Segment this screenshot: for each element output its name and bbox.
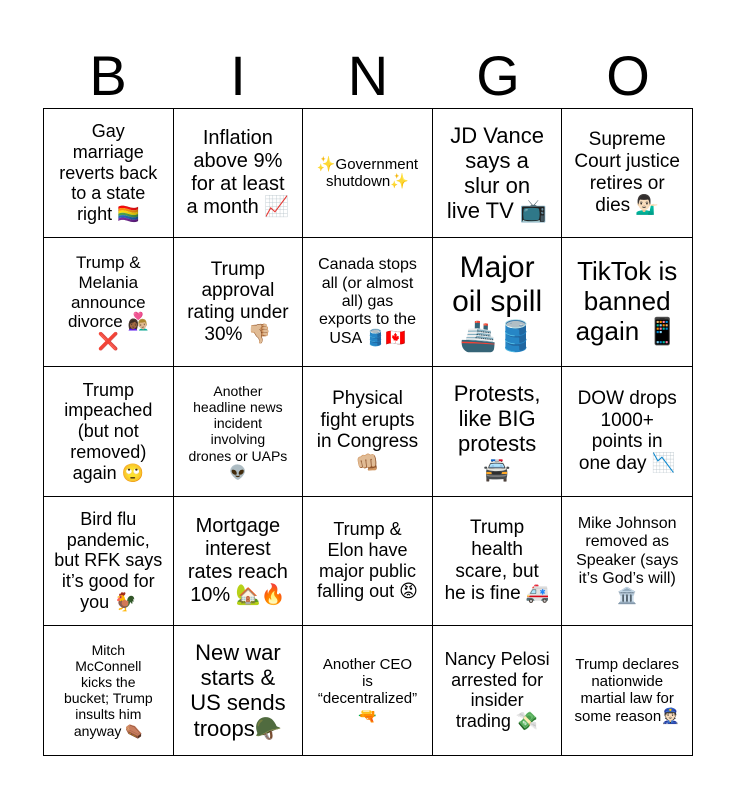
cell-text: Mitch McConnell kicks the bucket; Trump insults him anyway ⚰️: [63, 642, 153, 739]
cell-text: Inflation above 9% for at least a month 📈: [186, 127, 290, 219]
bingo-cell-1[interactable]: [44, 109, 174, 238]
cell-text: TikTok is banned again 📱: [575, 256, 679, 347]
cell-text: Trump health scare, but he is fine 🚑: [444, 517, 550, 604]
cell-text: Mortgage interest rates reach 10% 🏡🔥: [187, 514, 288, 606]
bingo-cell-17[interactable]: [174, 497, 304, 626]
bingo-cell-15[interactable]: [562, 367, 692, 496]
cell-text: Trump impeached (but not removed) again 🙄: [64, 379, 153, 483]
cell-text: Physical fight erupts in Congress 👊🏼: [316, 387, 419, 475]
cell-text: Trump & Elon have major public falling out 😡: [317, 519, 418, 602]
bingo-cell-10[interactable]: [562, 238, 692, 367]
bingo-cell-21[interactable]: [44, 626, 174, 755]
cell-text: Supreme Court justice retires or dies 💁🏻‍♂️: [574, 129, 680, 216]
bingo-cell-9[interactable]: [433, 238, 563, 367]
bingo-cell-18[interactable]: [303, 497, 433, 626]
bingo-cell-8[interactable]: [303, 238, 433, 367]
bingo-cell-16[interactable]: [44, 497, 174, 626]
bingo-cell-20[interactable]: [562, 497, 692, 626]
header-letter-n: N: [347, 44, 389, 107]
cell-text: Major oil spill 🚢🛢️: [452, 250, 543, 353]
cell-text: New war starts & US sends troops🪖: [190, 639, 286, 741]
bingo-cell-19[interactable]: [433, 497, 563, 626]
cell-text: ✨Government shutdown✨: [316, 155, 419, 191]
cell-text: JD Vance says a slur on live TV 📺: [446, 122, 548, 224]
bingo-cell-3[interactable]: [303, 109, 433, 238]
cell-text: Gay marriage reverts back to a state right 🏳️‍🌈: [59, 121, 158, 225]
bingo-grid: [43, 108, 693, 756]
cell-text: Bird flu pandemic, but RFK says it’s good for you 🐓: [54, 508, 163, 612]
bingo-cell-25[interactable]: [562, 626, 692, 755]
bingo-cell-22[interactable]: [174, 626, 304, 755]
cell-text: DOW drops 1000+ points in one day 📉: [577, 387, 677, 475]
cell-text: Trump & Melania announce divorce 👩🏾‍❤️‍👨🏼 ❌: [67, 253, 149, 351]
bingo-cell-2[interactable]: [174, 109, 304, 238]
bingo-cell-11[interactable]: [44, 367, 174, 496]
bingo-cell-24[interactable]: [433, 626, 563, 755]
header-letter-b: B: [89, 44, 127, 107]
header-letter-i: I: [230, 44, 246, 107]
cell-text: Trump declares nationwide martial law for some reason👮🏻: [574, 655, 680, 725]
cell-text: Another headline news incident involving drones or UAPs 👽: [188, 383, 288, 480]
cell-text: Another CEO is “decentralized” 🔫: [317, 655, 418, 725]
bingo-cell-23[interactable]: [303, 626, 433, 755]
bingo-cell-12[interactable]: [174, 367, 304, 496]
bingo-cell-7[interactable]: [174, 238, 304, 367]
cell-text: Canada stops all (or almost all) gas exports to the USA 🛢️🇨🇦: [318, 256, 417, 347]
bingo-cell-13[interactable]: [303, 367, 433, 496]
bingo-cell-5[interactable]: [562, 109, 692, 238]
cell-text: Mike Johnson removed as Speaker (says it’s God’s will) 🏛️: [576, 514, 679, 606]
cell-text: Protests, like BIG protests 🚔: [453, 380, 541, 482]
header-letter-g: G: [476, 44, 520, 107]
bingo-cell-6[interactable]: [44, 238, 174, 367]
cell-text: Nancy Pelosi arrested for insider trading 💸: [444, 649, 550, 732]
header-letter-o: O: [606, 44, 650, 107]
cell-text: Trump approval rating under 30% 👎🏼: [187, 258, 289, 346]
bingo-header: [43, 44, 693, 108]
bingo-cell-4[interactable]: [433, 109, 563, 238]
bingo-cell-14[interactable]: [433, 367, 563, 496]
